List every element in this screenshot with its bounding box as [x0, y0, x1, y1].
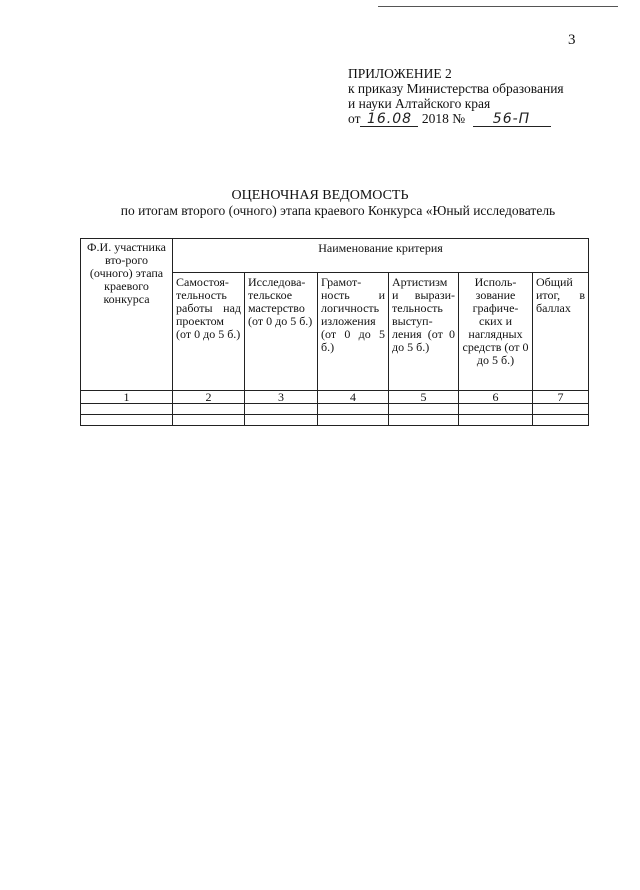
- criterion-artistry: Артистизм и вырази-тельность выступ-ления (от 0 до 5 б.): [389, 273, 459, 391]
- criterion-literacy: Грамот-ность и логичность изложения (от 0 до 5 б.): [318, 273, 389, 391]
- empty-cell: [245, 404, 318, 415]
- appendix-date-line: [348, 111, 564, 127]
- empty-row: [81, 404, 589, 415]
- column-number: 7: [533, 391, 589, 404]
- empty-cell: [173, 415, 245, 426]
- empty-cell: [81, 415, 173, 426]
- top-rule: [378, 6, 618, 7]
- empty-cell: [459, 415, 533, 426]
- handwritten-order-number: 56-П: [473, 113, 551, 127]
- criterion-independence: Самостоя-тельность работы над проектом (от 0 до 5 б.): [173, 273, 245, 391]
- empty-cell: [389, 404, 459, 415]
- criterion-research-skill: Исследова-тельское мастерство (от 0 до 5 б.): [245, 273, 318, 391]
- empty-row: [81, 415, 589, 426]
- page-number: 3: [568, 32, 576, 48]
- empty-cell: [533, 415, 589, 426]
- criterion-total-score: Общий итог, в баллах: [533, 273, 589, 391]
- empty-cell: [173, 404, 245, 415]
- empty-cell: [318, 404, 389, 415]
- column-number: 4: [318, 391, 389, 404]
- participant-name-header: Ф.И. участника вто-рого (очного) этапа краевого конкурса: [81, 239, 173, 391]
- document-subtitle: по итогам второго (очного) этапа краевого Конкурса «Юный исследователь: [120, 203, 556, 218]
- column-number: 5: [389, 391, 459, 404]
- appendix-ministry-line: и науки Алтайского края: [348, 96, 491, 111]
- empty-cell: [318, 415, 389, 426]
- column-number: 2: [173, 391, 245, 404]
- document-title: ОЦЕНОЧНАЯ ВЕДОМОСТЬ: [231, 188, 409, 203]
- column-number: 6: [459, 391, 533, 404]
- empty-cell: [459, 404, 533, 415]
- year-label: 2018 №: [421, 111, 466, 126]
- handwritten-date: 16.08: [360, 113, 418, 127]
- empty-cell: [81, 404, 173, 415]
- empty-cell: [533, 404, 589, 415]
- from-label: от: [348, 111, 361, 126]
- evaluation-table: [80, 238, 589, 426]
- appendix-order-line: к приказу Министерства образования: [348, 81, 564, 96]
- criterion-visual-aids: Исполь-зование графиче-ских и наглядных средств (от 0 до 5 б.): [459, 273, 533, 391]
- empty-cell: [389, 415, 459, 426]
- column-number: 1: [81, 391, 173, 404]
- criteria-group-header: Наименование критерия: [173, 239, 589, 273]
- column-number: 3: [245, 391, 318, 404]
- empty-cell: [245, 415, 318, 426]
- appendix-block: [348, 66, 564, 127]
- appendix-title: ПРИЛОЖЕНИЕ 2: [348, 66, 452, 81]
- column-number-row: [81, 391, 589, 404]
